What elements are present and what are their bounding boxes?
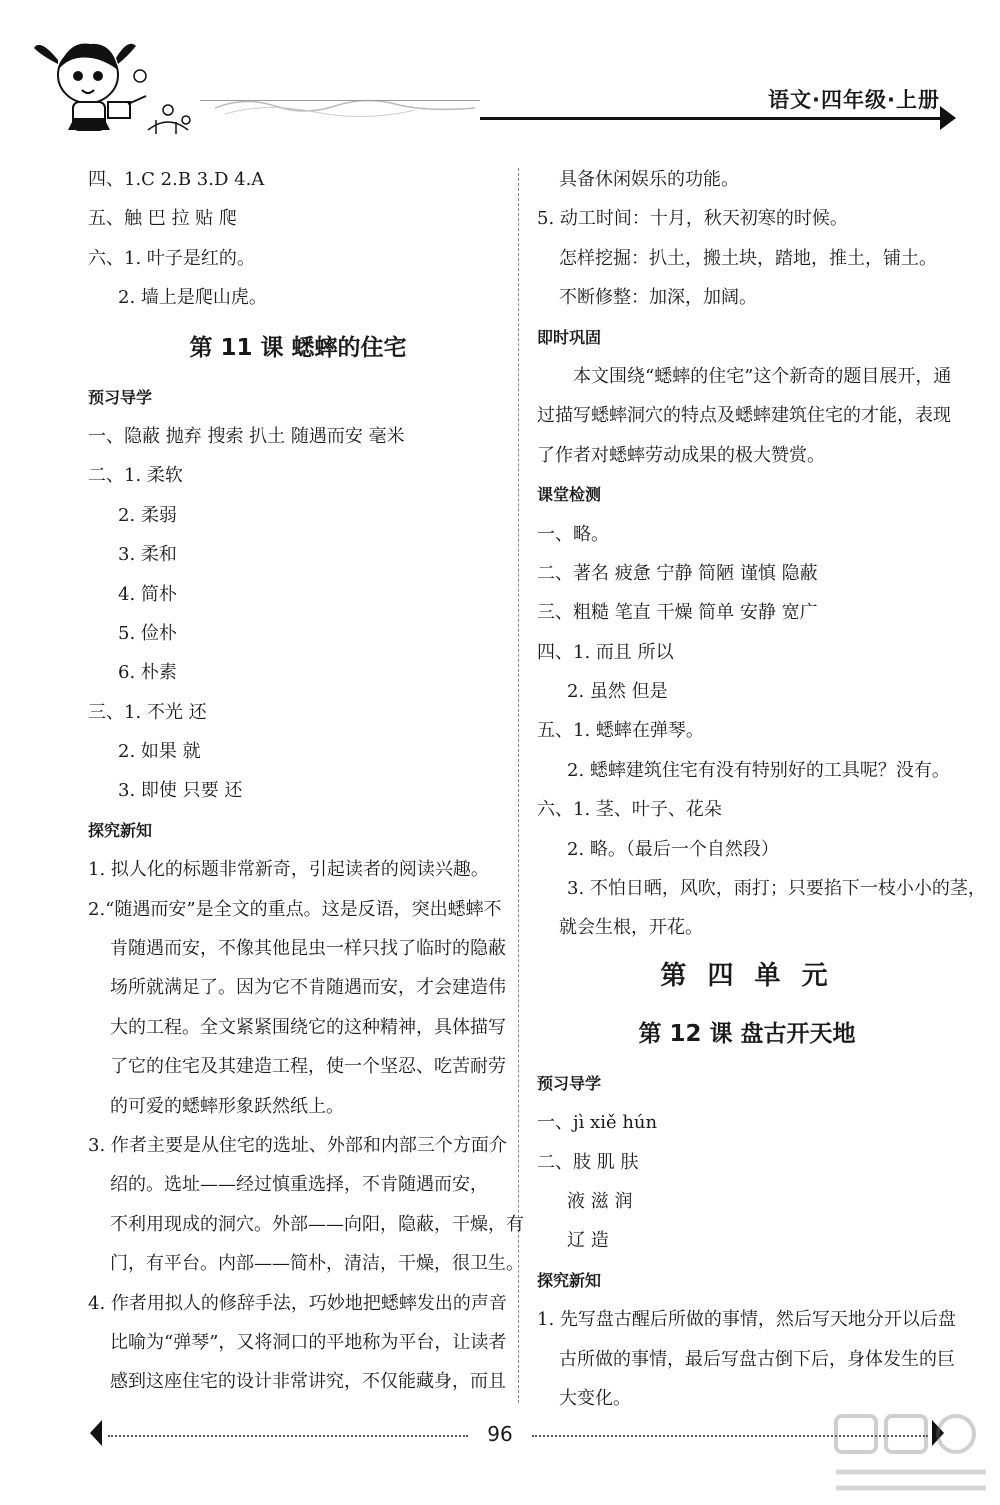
answer-line: 3. 作者主要是从住宅的选址、外部和内部三个方面介 (88, 1134, 507, 1156)
answer-line: 2. 蟋蟀建筑住宅有没有特别好的工具呢？没有。 (567, 759, 950, 781)
answer-line: 一、隐蔽 抛弃 搜索 扒土 随遇而安 毫米 (88, 425, 405, 447)
cartoon-girl-watering-flowers-icon (28, 30, 208, 145)
arrow-right-icon (938, 104, 958, 132)
answer-line: 液 滋 润 (567, 1190, 633, 1212)
section-heading: 探究新知 (537, 1270, 602, 1290)
answer-line: 不断修整：加深，加阔。 (559, 287, 757, 309)
answer-line: 六、1. 茎、叶子、花朵 (537, 799, 722, 821)
footer-dotted-rule-left (108, 1435, 468, 1437)
answer-line: 四、1. 而且 所以 (537, 641, 674, 663)
answer-line: 3. 即使 只要 还 (118, 780, 243, 802)
answer-line: 2.“随遇而安”是全文的重点。这是反语，突出蟋蟀不 (88, 898, 502, 920)
arrow-left-icon (88, 1418, 104, 1448)
answer-line: 肯随遇而安，不像其他昆虫一样只找了临时的隐蔽 (110, 938, 506, 960)
answer-line: 的可爱的蟋蟀形象跃然纸上。 (110, 1095, 344, 1117)
answer-line: 比喻为“弹琴”，又将洞口的平地称为平台，让读者 (110, 1331, 507, 1353)
answer-line: 绍的。选址——经过慎重选择，不肯随遇而安， (110, 1174, 488, 1196)
answer-line: 怎样挖掘：扒土，搬土块，踏地，推土，铺土。 (559, 247, 937, 269)
answer-line: 6. 朴素 (118, 662, 177, 684)
answer-site-watermark-icon (830, 1410, 995, 1500)
header-thin-rule (200, 100, 480, 101)
answer-line: 就会生根，开花。 (559, 917, 703, 939)
unit-title: 第 四 单 元 (660, 960, 834, 991)
page-number: 96 (470, 1422, 530, 1446)
answer-line: 2. 如果 就 (118, 741, 201, 763)
section-heading: 预习导学 (537, 1073, 602, 1093)
answer-line: 3. 柔和 (118, 544, 177, 566)
answer-line: 场所就满足了。因为它不肯随遇而安，才会建造伟 (110, 977, 506, 999)
answer-line: 具备休闲娱乐的功能。 (559, 169, 739, 190)
answer-line: 二、著名 疲惫 宁静 简陋 谨慎 隐蔽 (537, 562, 818, 584)
answer-line: 2. 虽然 但是 (567, 681, 668, 703)
answer-line: 二、肢 肌 肤 (537, 1151, 639, 1173)
answer-line: 不利用现成的洞穴。外部——向阳，隐蔽，干燥，有 (110, 1213, 524, 1235)
answer-line: 六、1. 叶子是红的。 (88, 247, 255, 269)
answer-line: 3. 不怕日晒，风吹，雨打；只要掐下一枝小小的茎， (567, 878, 986, 900)
lesson-title: 第 12 课 盘古开天地 (638, 1020, 856, 1047)
lesson-title: 第 11 课 蟋蟀的住宅 (189, 334, 407, 361)
answer-line: 2. 柔弱 (118, 504, 177, 526)
header-rule (480, 117, 940, 120)
answer-line: 门，有平台。内部——简朴，清洁，干燥，很卫生。 (110, 1253, 524, 1275)
answer-line: 二、1. 柔软 (88, 465, 183, 487)
section-heading: 课堂检测 (537, 485, 602, 505)
answer-line: 大变化。 (559, 1387, 631, 1409)
answer-line: 4. 简朴 (118, 583, 177, 605)
answer-line: 五、1. 蟋蟀在弹琴。 (537, 720, 704, 742)
answer-line: 大的工程。全文紧紧围绕它的这种精神，具体描写 (110, 1016, 506, 1038)
answer-line: 古所做的事情，最后写盘古倒下后，身体发生的巨 (559, 1348, 955, 1370)
section-heading: 预习导学 (88, 387, 153, 407)
answer-line: 1. 先写盘古醒后所做的事情，然后写天地分开以后盘 (537, 1309, 956, 1331)
answer-line: 过描写蟋蟀洞穴的特点及蟋蟀建筑住宅的才能，表现 (537, 405, 951, 427)
answer-line: 了作者对蟋蟀劳动成果的极大赞赏。 (537, 444, 825, 466)
answer-line: 一、jì xiě hún (537, 1112, 658, 1134)
header-decoration-icon (215, 88, 475, 118)
answer-line: 2. 略。（最后一个自然段） (567, 838, 779, 860)
answer-line: 辽 造 (567, 1230, 609, 1252)
header-title: 语文·四年级·上册 (768, 88, 940, 112)
answer-line: 2. 墙上是爬山虎。 (118, 287, 267, 309)
answer-line: 5. 动工时间：十月，秋天初寒的时候。 (537, 208, 848, 230)
answer-line: 三、粗糙 笔直 干燥 简单 安静 宽广 (537, 602, 818, 624)
answer-line: 5. 俭朴 (118, 622, 177, 644)
answer-line: 了它的住宅及其建造工程，使一个坚忍、吃苦耐劳 (110, 1056, 506, 1078)
answer-line: 4. 作者用拟人的修辞手法，巧妙地把蟋蟀发出的声音 (88, 1292, 507, 1314)
answer-line: 五、触 巴 拉 贴 爬 (88, 208, 237, 230)
answer-line: 一、略。 (537, 523, 609, 545)
answer-line: 三、1. 不光 还 (88, 701, 207, 723)
paragraph-line: 本文围绕“蟋蟀的住宅”这个新奇的题目展开，通 (573, 365, 952, 387)
answer-line: 感到这座住宅的设计非常讲究，不仅能藏身，而且 (110, 1371, 506, 1393)
section-heading: 探究新知 (88, 820, 153, 840)
page-header (0, 0, 1000, 150)
answer-line: 1. 拟人化的标题非常新奇，引起读者的阅读兴趣。 (88, 859, 489, 881)
answer-line: 四、1.C 2.B 3.D 4.A (88, 169, 265, 190)
left-column (88, 160, 524, 1402)
right-column (537, 160, 986, 1418)
section-heading: 即时巩固 (537, 327, 602, 347)
